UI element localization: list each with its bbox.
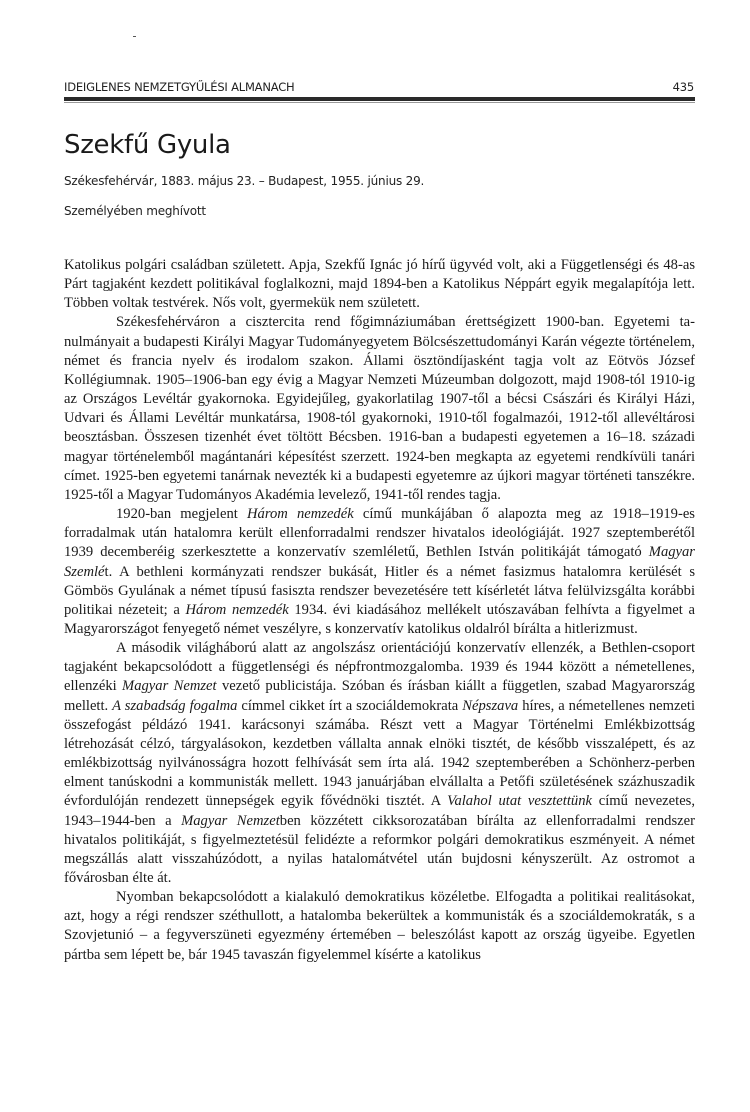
running-header: [64, 80, 694, 96]
text-run: t. A bethleni kormányzati rendszer bukását, Hitler és a német fasizmus hatalomra kerülését s Gömbös Gyulának a német típusú fasiszta rendszer bevezetésére tett kísérletét látva felülvizsgálta korábbi politikai nézeteit; a: [64, 563, 695, 618]
work-title: A szabadság fogalma: [112, 697, 238, 714]
work-title: Népszava: [462, 697, 519, 714]
biography-paragraph: [64, 256, 695, 313]
work-title: Három nemzedék: [185, 601, 289, 618]
work-title: Három nemzedék: [246, 506, 354, 523]
work-title: Magyar Szemlé: [64, 544, 695, 580]
work-title: Valahol utat vesztettünk: [447, 793, 592, 810]
text-run: 1920-ban megjelent: [116, 506, 247, 523]
running-title: IDEIGLENES NEMZETGYŰLÉSI ALMANACH: [64, 80, 295, 94]
biography-text: [64, 256, 695, 965]
header-rule-shadow: [64, 102, 695, 103]
biography-paragraph: [64, 505, 695, 639]
entry-status: Személyében meghívott: [64, 204, 206, 218]
page-number: 435: [672, 80, 694, 94]
text-run: híres, a németellenes nemzeti összefogást példázó 1941. karácsonyi számába. Részt vett a Magyar Történelmi Emlékbizottság létrehozását célzó, tárgyalásokon, kezdetben vállalta annak elnöki tisztét, de később visszalépett, és az emlékbizottság nyilvánosságra hozott felhívását sem írta alá. 1942 szeptemberében a Schönherz-perben elment tanúskodni a kommunisták mellett. 1943 januárjában elvállalta a Petőfi születésének százhuszadik évfordulóján rendezett ünnepségek egyik fővédnöki tisztét. A: [64, 697, 696, 810]
text-run: Katolikus polgári családban született. Apja, Szekfű Ignác jó hírű ügyvéd volt, aki a Függetlenségi és 48-as Párt tagjaként kezdett politikával foglalkozni, majd 1894-ben a Katolikus Néppárt egyik megalapítója lett. Többen voltak testvérek. Nős volt, gyermekük nem született.: [64, 257, 695, 312]
text-run: Nyomban bekapcsolódott a kialakuló demokratikus közéletbe. Elfogadta a politikai realitásokat, azt, hogy a régi rendszer széthullott, a hatalomba bekerültek a kommunisták és a szociáldemokraták, s a Szovjetunió – a fegyverszüneti egyezmény értemében – beleszólást kapott az ország ügyeibe. Egyetlen pártba sem lépett be, bár 1945 tavaszán figyelemmel kísérte a katolikus: [64, 889, 695, 963]
text-run: vezető publicistája. Szóban és írásban kiállt a független, szabad Magyarország mellett.: [64, 678, 695, 714]
text-run: 1934. évi kiadásához mellékelt utószavában felhívta a figyelmet a Magyarországot fenyegető német veszélyre, s konzervatív katolikus oldalról bírálta a hitlerizmust.: [64, 601, 695, 637]
text-run: A második világháború alatt az angolszász orientációjú konzervatív ellenzék, a Bethlen-csoport tagjaként bekapcsolódott a függetlenségi és népfrontmozgalomba. 1939 és 1944 között a németellenes, ellenzéki: [64, 640, 695, 695]
header-rule: [64, 97, 695, 101]
biography-paragraph: [64, 888, 695, 965]
work-title: Magyar Nemzet: [122, 678, 217, 695]
text-run: című nevezetes, 1943–1944-ben a: [64, 793, 695, 829]
scan-speck: [133, 36, 136, 37]
text-run: címmel cikket írt a szociáldemokrata: [237, 697, 463, 714]
entry-name: Szekfű Gyula: [64, 130, 231, 160]
biography-paragraph: [64, 313, 695, 505]
entry-dates: Székesfehérvár, 1883. május 23. – Budapest, 1955. június 29.: [64, 174, 425, 188]
text-run: című munkájában ő alapozta meg az 1918–1919-es forradalmak után hatalomra került ellenforradalmi rendszer hivatalos ideológiáját. 1927 szeptemberétől 1939 decemberéig szerkesztette a konzervatív szemléletű, Bethlen István politikáját támogató: [64, 506, 695, 561]
text-run: Székesfehérváron a cisztercita rend főgimnáziumában érettségizett 1900-ban. Egyetemi tanulmányait a budapesti Királyi Magyar Tudományegyetem Bölcsészettudományi Karán végezte történelem, német és francia nyelv és irodalom szakon. Állami ösztöndíjasként tagja volt az Eötvös József Kollégiumnak. 1905–1906-ban egy évig a Magyar Nemzeti Múzeumban dolgozott, majd 1908-tól 1910-ig az Országos Levéltár gyakornoka. Egyidejűleg, gyakorlatilag 1907-től a bécsi Császári és Királyi Házi, Udvari és Állami Levéltár munkatársa, 1908-tól gyakornoki, 1910-től fogalmazói, 1912-től allevéltárosi beosztásban. Összesen tizenhét évet töltött Bécsben. 1916-ban a budapesti egyetemen a 16–18. századi magyar történelemből magántanári képesítést szerzett. 1924-ben megkapta az egyetemi rendkívüli tanári címet. 1925-ben egyetemi tanárnak nevezték ki a budapesti egyetemre az újkori magyar történeti tanszékre. 1925-től a Magyar Tudományos Akadémia levelező, 1941-től rendes tagja.: [64, 314, 695, 503]
work-title: Magyar Nemzet: [181, 812, 280, 829]
biography-paragraph: [64, 639, 695, 888]
text-run: ben közzétett cikksorozatában bírálta az ellenforradalmi rendszer hivatalos politikáját, s figyelmeztetésül felidézte a reformkor polgári demokratikus eszményeit. A német megszállás alatt visszahúzódott, a nyilas hatalomátvétel után bujdosni kényszerült. Az ostromot a fővárosban élte át.: [64, 812, 695, 886]
